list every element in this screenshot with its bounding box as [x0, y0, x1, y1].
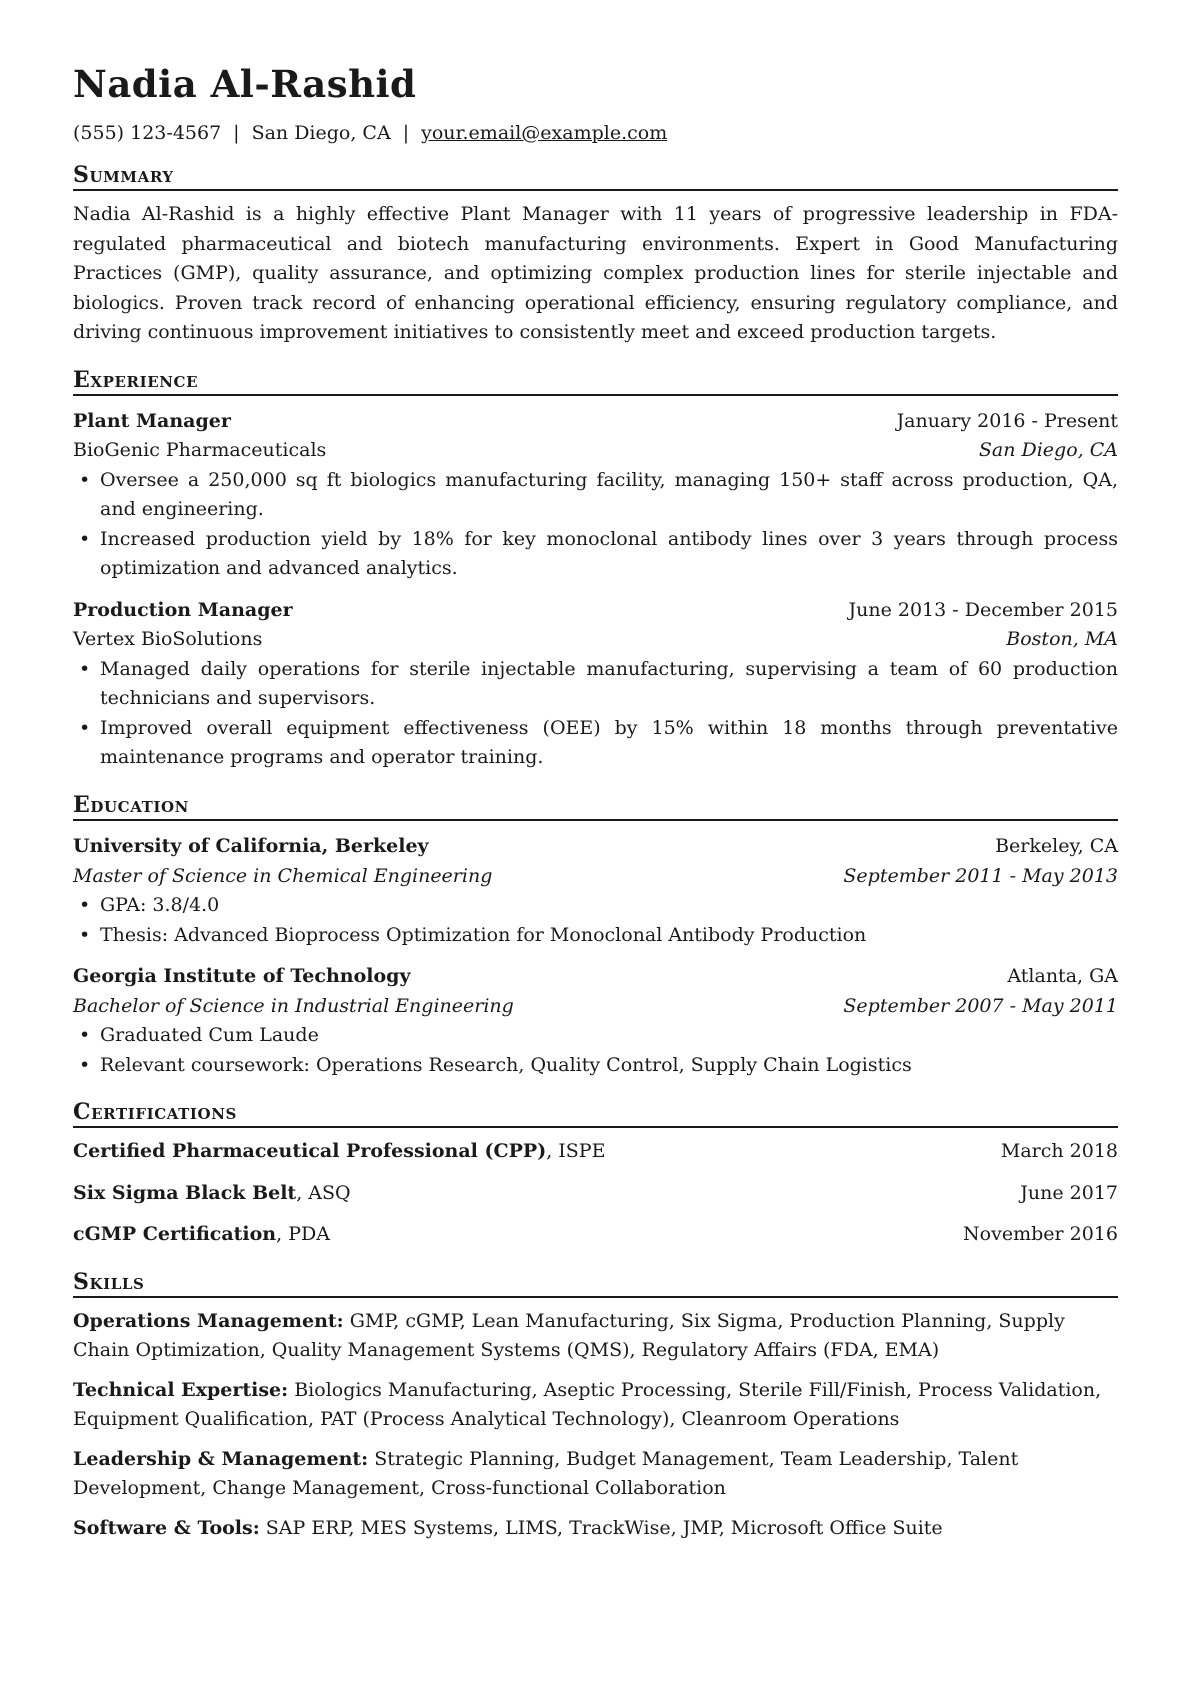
experience-entry	[73, 596, 1118, 773]
section-title-summary: Summary	[73, 163, 1118, 191]
job-company: BioGenic Pharmaceuticals	[73, 439, 327, 462]
job-location: Boston, MA	[1006, 628, 1118, 651]
skill-group-label: Technical Expertise:	[73, 1378, 289, 1401]
contact-location: San Diego, CA	[251, 122, 391, 144]
skills-section	[73, 1270, 1118, 1544]
certification-item	[73, 1220, 1118, 1250]
list-item: • Graduated Cum Laude	[73, 1021, 1118, 1051]
certification-item	[73, 1179, 1118, 1209]
certification-date: March 2018	[1000, 1140, 1118, 1163]
school-name: University of California, Berkeley	[73, 835, 429, 858]
section-title-skills: Skills	[73, 1270, 1118, 1298]
section-title-experience: Experience	[73, 368, 1118, 396]
certification-date: June 2017	[1020, 1181, 1118, 1204]
contact-line	[73, 124, 1118, 143]
experience-section	[73, 368, 1118, 773]
bullet-icon: •	[79, 468, 91, 491]
section-title-certifications: Certifications	[73, 1100, 1118, 1128]
list-item: • Improved overall equipment effectiveness (OEE) by 15% within 18 months through preventative maintenance programs and operator training.	[73, 714, 1118, 773]
list-item: • GPA: 3.8/4.0	[73, 891, 1118, 921]
bullet-icon: •	[79, 657, 91, 680]
skill-group	[73, 1445, 1118, 1504]
degree-dates: September 2007 - May 2011	[843, 994, 1118, 1017]
certifications-section	[73, 1100, 1118, 1250]
school-name: Georgia Institute of Technology	[73, 965, 411, 988]
skill-group-text: Biologics Manufacturing, Aseptic Processing, Sterile Fill/Finish, Process Validation, Equipment Qualification, PAT (Process Analytical Technology), Cleanroom Operations	[73, 1378, 1102, 1431]
summary-text: Nadia Al-Rashid is a highly effective Plant Manager with 11 years of progressive leadership in FDA-regulated pharmaceutical and biotech manufacturing environments. Expert in Good Manufacturing Practices (GMP), quality assurance, and optimizing complex production lines for sterile injectable and biologics. Proven track record of enhancing operational efficiency, ensuring regulatory compliance, and driving continuous improvement initiatives to consistently meet and exceed production targets.	[73, 203, 1118, 344]
skill-group-text: Strategic Planning, Budget Management, Team Leadership, Talent Development, Change Management, Cross-functional Collaboration	[73, 1447, 1019, 1500]
certification-issuer: , ASQ	[296, 1181, 351, 1204]
job-company: Vertex BioSolutions	[73, 628, 263, 651]
bullet-icon: •	[79, 894, 91, 917]
education-entry	[73, 962, 1118, 1080]
list-item: • Increased production yield by 18% for key monoclonal antibody lines over 3 years through process optimization and advanced analytics.	[73, 525, 1118, 584]
degree-name: Master of Science in Chemical Engineering	[73, 864, 493, 887]
job-role: Plant Manager	[73, 409, 231, 432]
list-item: • Oversee a 250,000 sq ft biologics manufacturing facility, managing 150+ staff across production, QA, and engineering.	[73, 466, 1118, 525]
skill-group-label: Operations Management:	[73, 1309, 344, 1332]
job-dates: June 2013 - December 2015	[848, 598, 1118, 621]
education-bullets	[73, 891, 1118, 950]
skill-group	[73, 1376, 1118, 1435]
skill-group	[73, 1514, 1118, 1544]
certification-issuer: , ISPE	[546, 1140, 606, 1163]
education-entry	[73, 832, 1118, 950]
bullet-icon: •	[79, 527, 91, 550]
bullet-icon: •	[79, 1053, 91, 1076]
skill-group-label: Software & Tools:	[73, 1516, 260, 1539]
bullet-icon: •	[79, 716, 91, 739]
list-item: • Relevant coursework: Operations Research, Quality Control, Supply Chain Logistics	[73, 1051, 1118, 1081]
bullet-icon: •	[79, 1024, 91, 1047]
skill-group-text: SAP ERP, MES Systems, LIMS, TrackWise, JMP, Microsoft Office Suite	[259, 1516, 943, 1539]
contact-email-link[interactable]: your.email@example.com	[421, 122, 668, 144]
list-item: • Managed daily operations for sterile injectable manufacturing, supervising a team of 60 production technicians and supervisors.	[73, 655, 1118, 714]
contact-phone: (555) 123-4567	[73, 122, 222, 144]
job-location: San Diego, CA	[978, 439, 1118, 462]
candidate-name: Nadia Al-Rashid	[73, 62, 417, 106]
degree-name: Bachelor of Science in Industrial Engineering	[73, 994, 514, 1017]
education-bullets	[73, 1021, 1118, 1080]
certification-item	[73, 1137, 1118, 1167]
job-dates: January 2016 - Present	[896, 409, 1118, 432]
skill-group-label: Leadership & Management:	[73, 1447, 369, 1470]
bullet-icon: •	[79, 923, 91, 946]
skill-group	[73, 1307, 1118, 1366]
section-title-education: Education	[73, 793, 1118, 821]
certification-issuer: , PDA	[276, 1223, 330, 1246]
job-role: Production Manager	[73, 598, 293, 621]
job-bullets	[73, 655, 1118, 773]
certification-name: cGMP Certification	[73, 1223, 277, 1246]
skill-group-text: GMP, cGMP, Lean Manufacturing, Six Sigma, Production Planning, Supply Chain Optimization, Quality Management Systems (QMS), Regulatory Affairs (FDA, EMA)	[73, 1309, 1065, 1362]
job-bullets	[73, 466, 1118, 584]
certification-name: Certified Pharmaceutical Professional (CPP)	[73, 1140, 547, 1163]
school-location: Berkeley, CA	[995, 835, 1118, 858]
summary-section	[73, 163, 1118, 348]
education-section	[73, 793, 1118, 1080]
list-item: • Thesis: Advanced Bioprocess Optimization for Monoclonal Antibody Production	[73, 921, 1118, 951]
degree-dates: September 2011 - May 2013	[843, 864, 1118, 887]
school-location: Atlanta, GA	[1007, 965, 1118, 988]
experience-entry	[73, 407, 1118, 584]
certification-name: Six Sigma Black Belt	[73, 1181, 297, 1204]
certification-date: November 2016	[963, 1223, 1118, 1246]
contact-separator: |	[402, 122, 410, 144]
contact-separator: |	[233, 122, 240, 144]
